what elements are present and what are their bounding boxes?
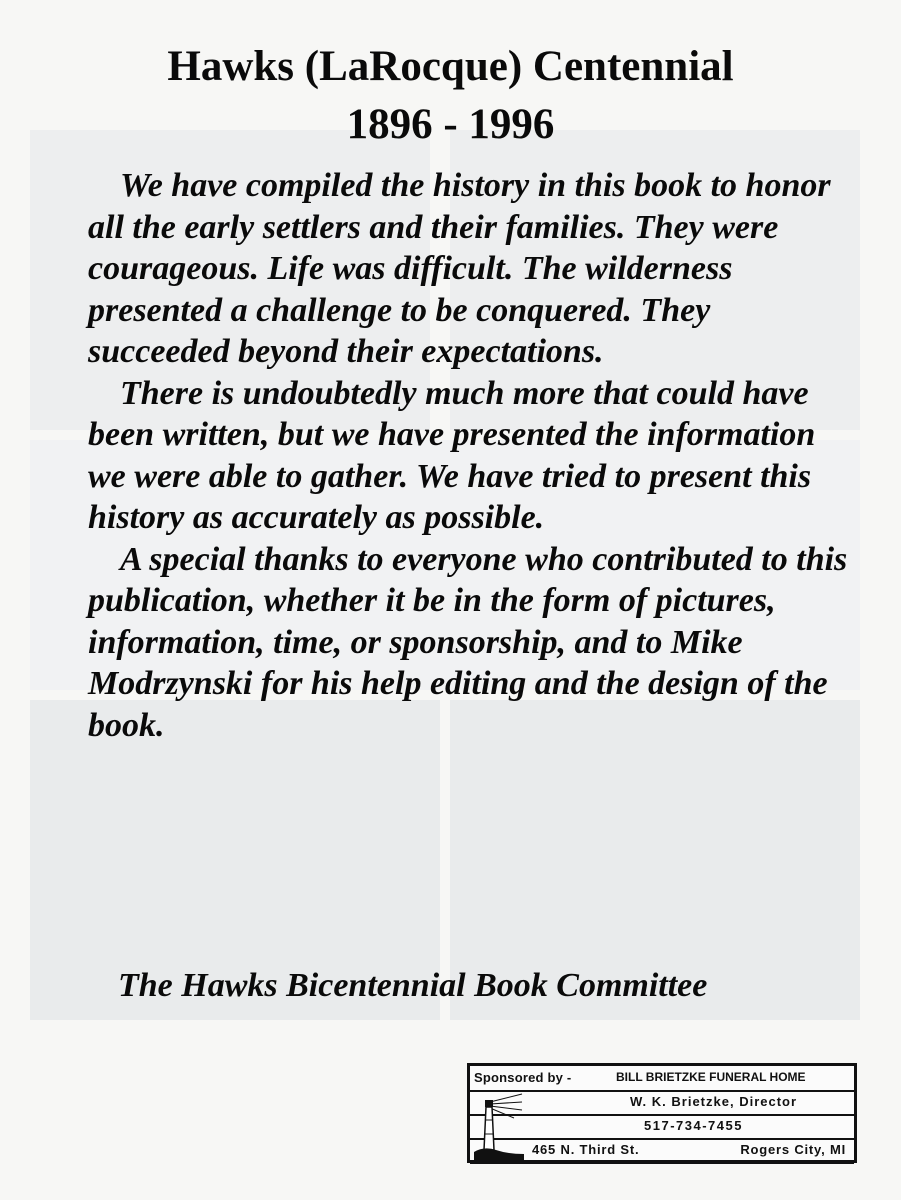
sponsor-business-name: BILL BRIETZKE FUNERAL HOME: [616, 1070, 806, 1084]
sponsor-row-2: [470, 1090, 854, 1116]
sponsor-row-4: [470, 1138, 854, 1164]
page-title-years: 1896 - 1996: [346, 101, 555, 148]
paragraph-1: We have compiled the history in this book to honor all the early settlers and their families. They were courageous. Life was difficult. The wilderness presented a challenge to be conquered. They succeeded beyond their expectations.: [88, 167, 831, 370]
dedication-text: [88, 165, 848, 746]
sponsor-director: W. K. Brietzke, Director: [630, 1094, 798, 1109]
sponsor-box: [467, 1063, 857, 1163]
sponsor-city: Rogers City, MI: [740, 1142, 846, 1157]
committee-signature: The Hawks Bicentennial Book Committee: [118, 967, 708, 1004]
sponsor-label: Sponsored by -: [474, 1070, 572, 1085]
sponsor-address: 465 N. Third St.: [532, 1142, 640, 1157]
paragraph-2: There is undoubtedly much more that could have been written, but we have presented the information we were able to gather. We have tried to present this history as accurately as possible.: [88, 374, 816, 536]
lighthouse-icon: [474, 1092, 524, 1160]
sponsor-row-3: [470, 1114, 854, 1140]
page-title: Hawks (LaRocque) Centennial: [167, 43, 734, 90]
sponsor-phone: 517-734-7455: [644, 1118, 743, 1133]
paragraph-3: A special thanks to everyone who contributed to this publication, whether it be in the form of pictures, information, time, or sponsorship, and to Mike Modrzynski for his help editing and the design of the book.: [88, 540, 848, 744]
sponsor-row-1: [470, 1066, 854, 1092]
